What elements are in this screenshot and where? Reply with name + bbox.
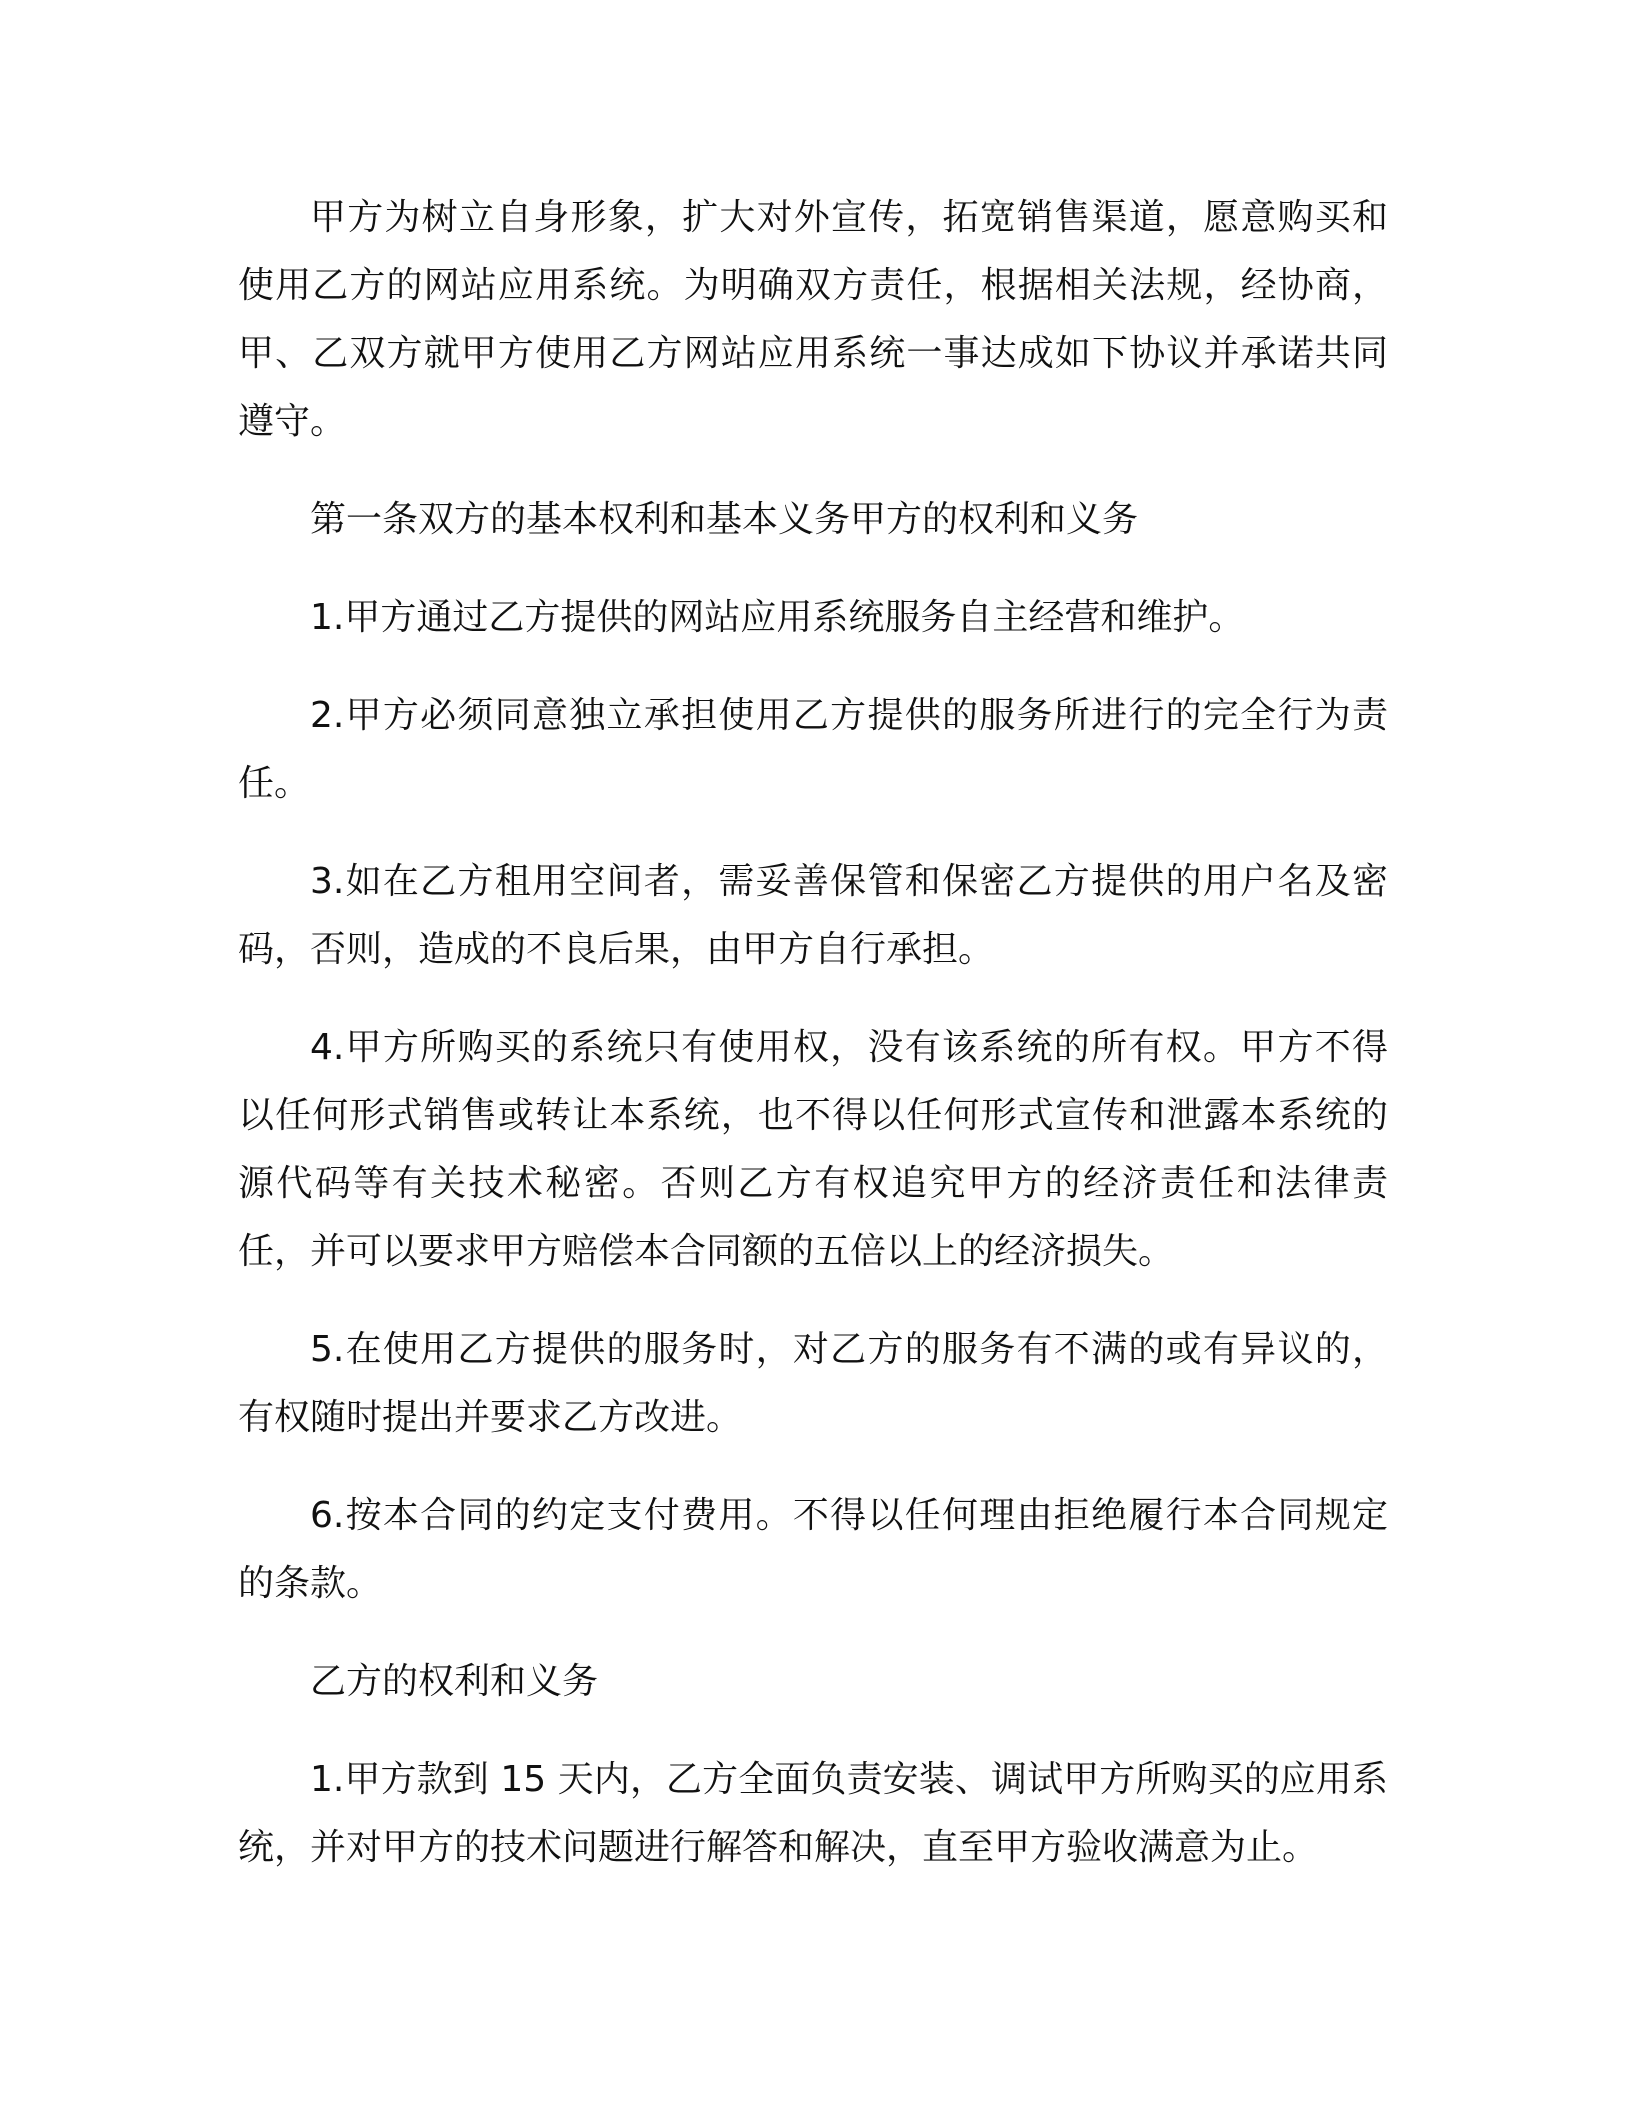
party-a-clause-6: 6.按本合同的约定支付费用。不得以任何理由拒绝履行本合同规定的条款。 <box>238 1495 1388 1604</box>
party-a-clause-2: 2.甲方必须同意独立承担使用乙方提供的服务所进行的完全行为责任。 <box>238 695 1388 804</box>
party-a-clause-3: 3.如在乙方租用空间者，需妥善保管和保密乙方提供的用户名及密码，否则，造成的不良后果，由甲方自行承担。 <box>238 861 1388 970</box>
party-b-clause-1: 1.甲方款到 15 天内，乙方全面负责安装、调试甲方所购买的应用系统，并对甲方的技术问题进行解答和解决，直至甲方验收满意为止。 <box>238 1759 1388 1868</box>
document-body <box>238 184 1388 1912</box>
article-one-heading: 第一条双方的基本权利和基本义务甲方的权利和义务 <box>310 499 1139 540</box>
party-a-clause-1: 1.甲方通过乙方提供的网站应用系统服务自主经营和维护。 <box>310 597 1245 638</box>
party-a-clause-5: 5.在使用乙方提供的服务时，对乙方的服务有不满的或有异议的，有权随时提出并要求乙方改进。 <box>238 1329 1388 1438</box>
party-a-clause-4: 4.甲方所购买的系统只有使用权，没有该系统的所有权。甲方不得以任何形式销售或转让本系统，也不得以任何形式宣传和泄露本系统的源代码等有关技术秘密。否则乙方有权追究甲方的经济责任和法律责任，并可以要求甲方赔偿本合同额的五倍以上的经济损失。 <box>238 1027 1388 1272</box>
intro-paragraph: 甲方为树立自身形象，扩大对外宣传，拓宽销售渠道，愿意购买和使用乙方的网站应用系统。为明确双方责任，根据相关法规，经协商，甲、乙双方就甲方使用乙方网站应用系统一事达成如下协议并承诺共同遵守。 <box>238 197 1388 442</box>
party-b-heading: 乙方的权利和义务 <box>310 1661 599 1702</box>
